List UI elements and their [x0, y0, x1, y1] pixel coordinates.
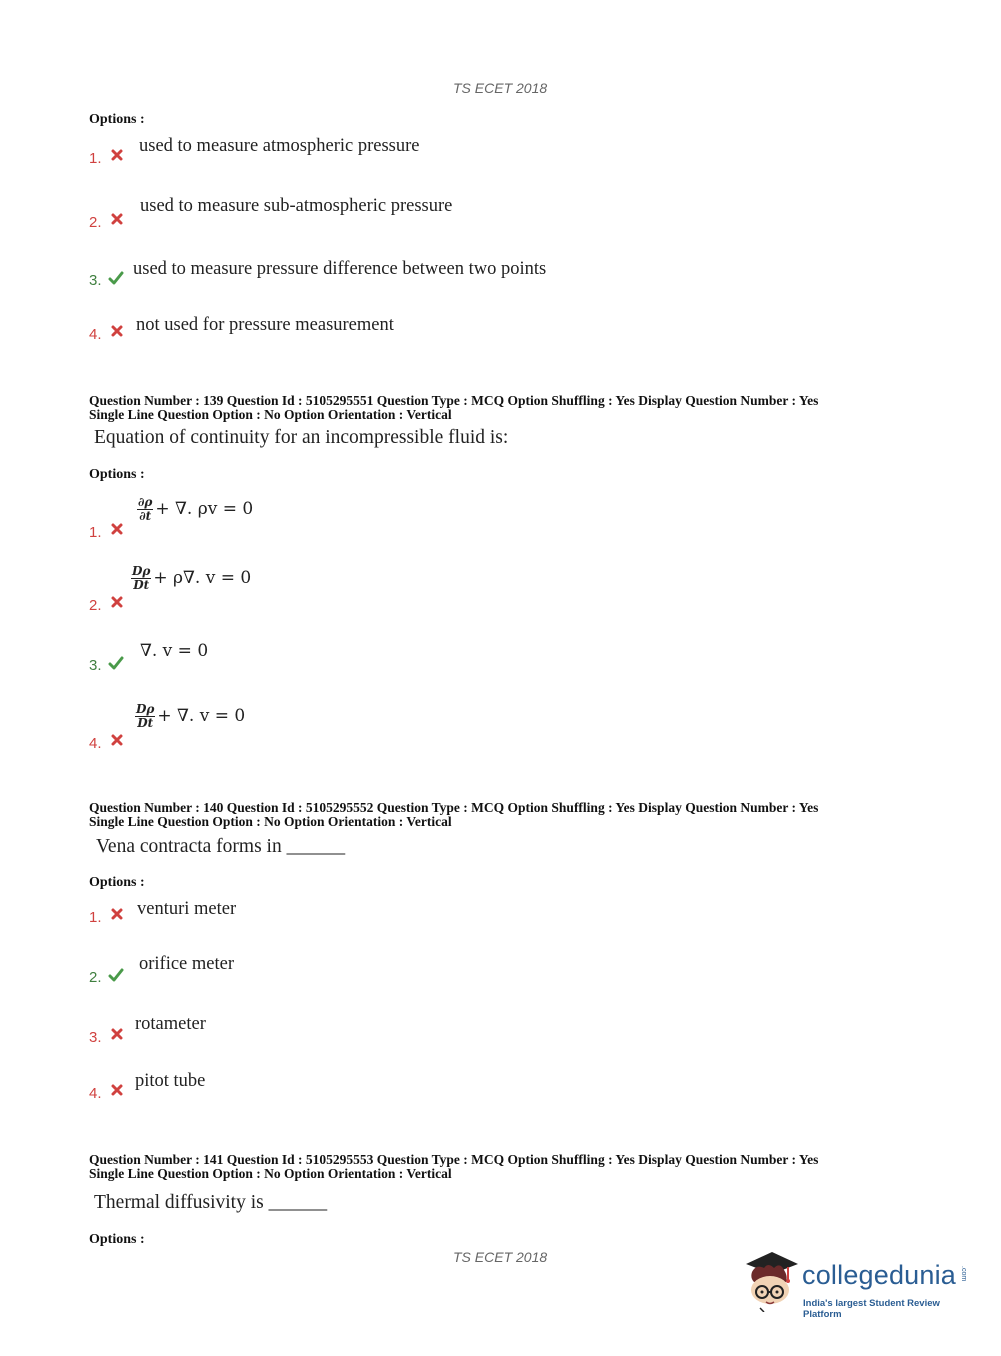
options-label: Options : — [89, 112, 145, 127]
option-text: used to measure pressure difference between two points — [133, 259, 547, 279]
option-number: 1. — [89, 150, 102, 167]
question-meta: Question Number : 141 Question Id : 5105295553 Question Type : MCQ Option Shuffling : Yes Display Question Number : Yes — [89, 1152, 819, 1167]
cross-icon — [109, 521, 125, 537]
option-equation: ∇. v = 0 — [140, 641, 209, 661]
brand-name: collegedunia — [802, 1260, 957, 1290]
option-number: 1. — [89, 909, 102, 926]
question-meta: Single Line Question Option : No Option Orientation : Vertical — [89, 407, 452, 422]
option-number: 1. — [89, 524, 102, 541]
equation-rest: + ∇. v = 0 — [157, 706, 246, 726]
checkmark-icon — [108, 655, 124, 671]
question-meta: Question Number : 139 Question Id : 5105295551 Question Type : MCQ Option Shuffling : Yes Display Question Number : Yes — [89, 393, 819, 408]
question-meta: Single Line Question Option : No Option Orientation : Vertical — [89, 814, 452, 829]
fraction-numerator: Dρ — [132, 564, 151, 578]
option-text: orifice meter — [139, 954, 235, 974]
fraction-denominator: Dt — [137, 716, 154, 730]
option-number: 3. — [89, 1029, 102, 1046]
equation-rest: + ρ∇. v = 0 — [153, 568, 252, 588]
question-meta: Single Line Question Option : No Option Orientation : Vertical — [89, 1166, 452, 1181]
fraction-numerator: Dρ — [136, 702, 155, 716]
fraction-numerator: ∂ρ — [138, 495, 153, 509]
options-label: Options : — [89, 1232, 145, 1247]
mascot-icon — [742, 1250, 802, 1312]
option-number: 2. — [89, 214, 102, 231]
option-text: venturi meter — [137, 899, 237, 919]
page-header: TS ECET 2018 — [453, 80, 548, 96]
option-number: 4. — [89, 1085, 102, 1102]
cross-icon — [109, 323, 125, 339]
question-text: Equation of continuity for an incompressible fluid is: — [94, 427, 509, 448]
option-text: pitot tube — [135, 1071, 206, 1091]
option-number: 3. — [89, 272, 102, 289]
page-footer: TS ECET 2018 — [453, 1249, 548, 1265]
option-equation — [137, 496, 253, 523]
cross-icon — [109, 1082, 125, 1098]
checkmark-icon — [108, 270, 124, 286]
cross-icon — [109, 147, 125, 163]
cross-icon — [109, 906, 125, 922]
cross-icon — [109, 732, 125, 748]
option-number: 2. — [89, 969, 102, 986]
cross-icon — [109, 1026, 125, 1042]
option-number: 3. — [89, 657, 102, 674]
option-number: 4. — [89, 326, 102, 343]
cross-icon — [109, 594, 125, 610]
option-equation — [131, 565, 251, 592]
question-meta: Question Number : 140 Question Id : 5105295552 Question Type : MCQ Option Shuffling : Yes Display Question Number : Yes — [89, 800, 819, 815]
brand-suffix: .com — [960, 1266, 967, 1282]
equation-rest: + ∇. ρv = 0 — [155, 499, 254, 519]
brand-tagline: India's largest Student Review Platform — [803, 1298, 940, 1320]
option-text: not used for pressure measurement — [136, 315, 394, 335]
question-text: Thermal diffusivity is ______ — [94, 1192, 328, 1213]
option-text: rotameter — [135, 1014, 206, 1034]
fraction-denominator: ∂t — [139, 509, 152, 523]
checkmark-icon — [108, 967, 124, 983]
cross-icon — [109, 211, 125, 227]
brand-logo — [742, 1250, 972, 1320]
option-equation — [135, 703, 245, 730]
option-text: used to measure atmospheric pressure — [139, 136, 420, 156]
option-number: 2. — [89, 597, 102, 614]
options-label: Options : — [89, 875, 145, 890]
question-text: Vena contracta forms in ______ — [96, 836, 346, 857]
option-number: 4. — [89, 735, 102, 752]
options-label: Options : — [89, 467, 145, 482]
fraction-denominator: Dt — [133, 578, 150, 592]
option-text: used to measure sub-atmospheric pressure — [140, 196, 453, 216]
